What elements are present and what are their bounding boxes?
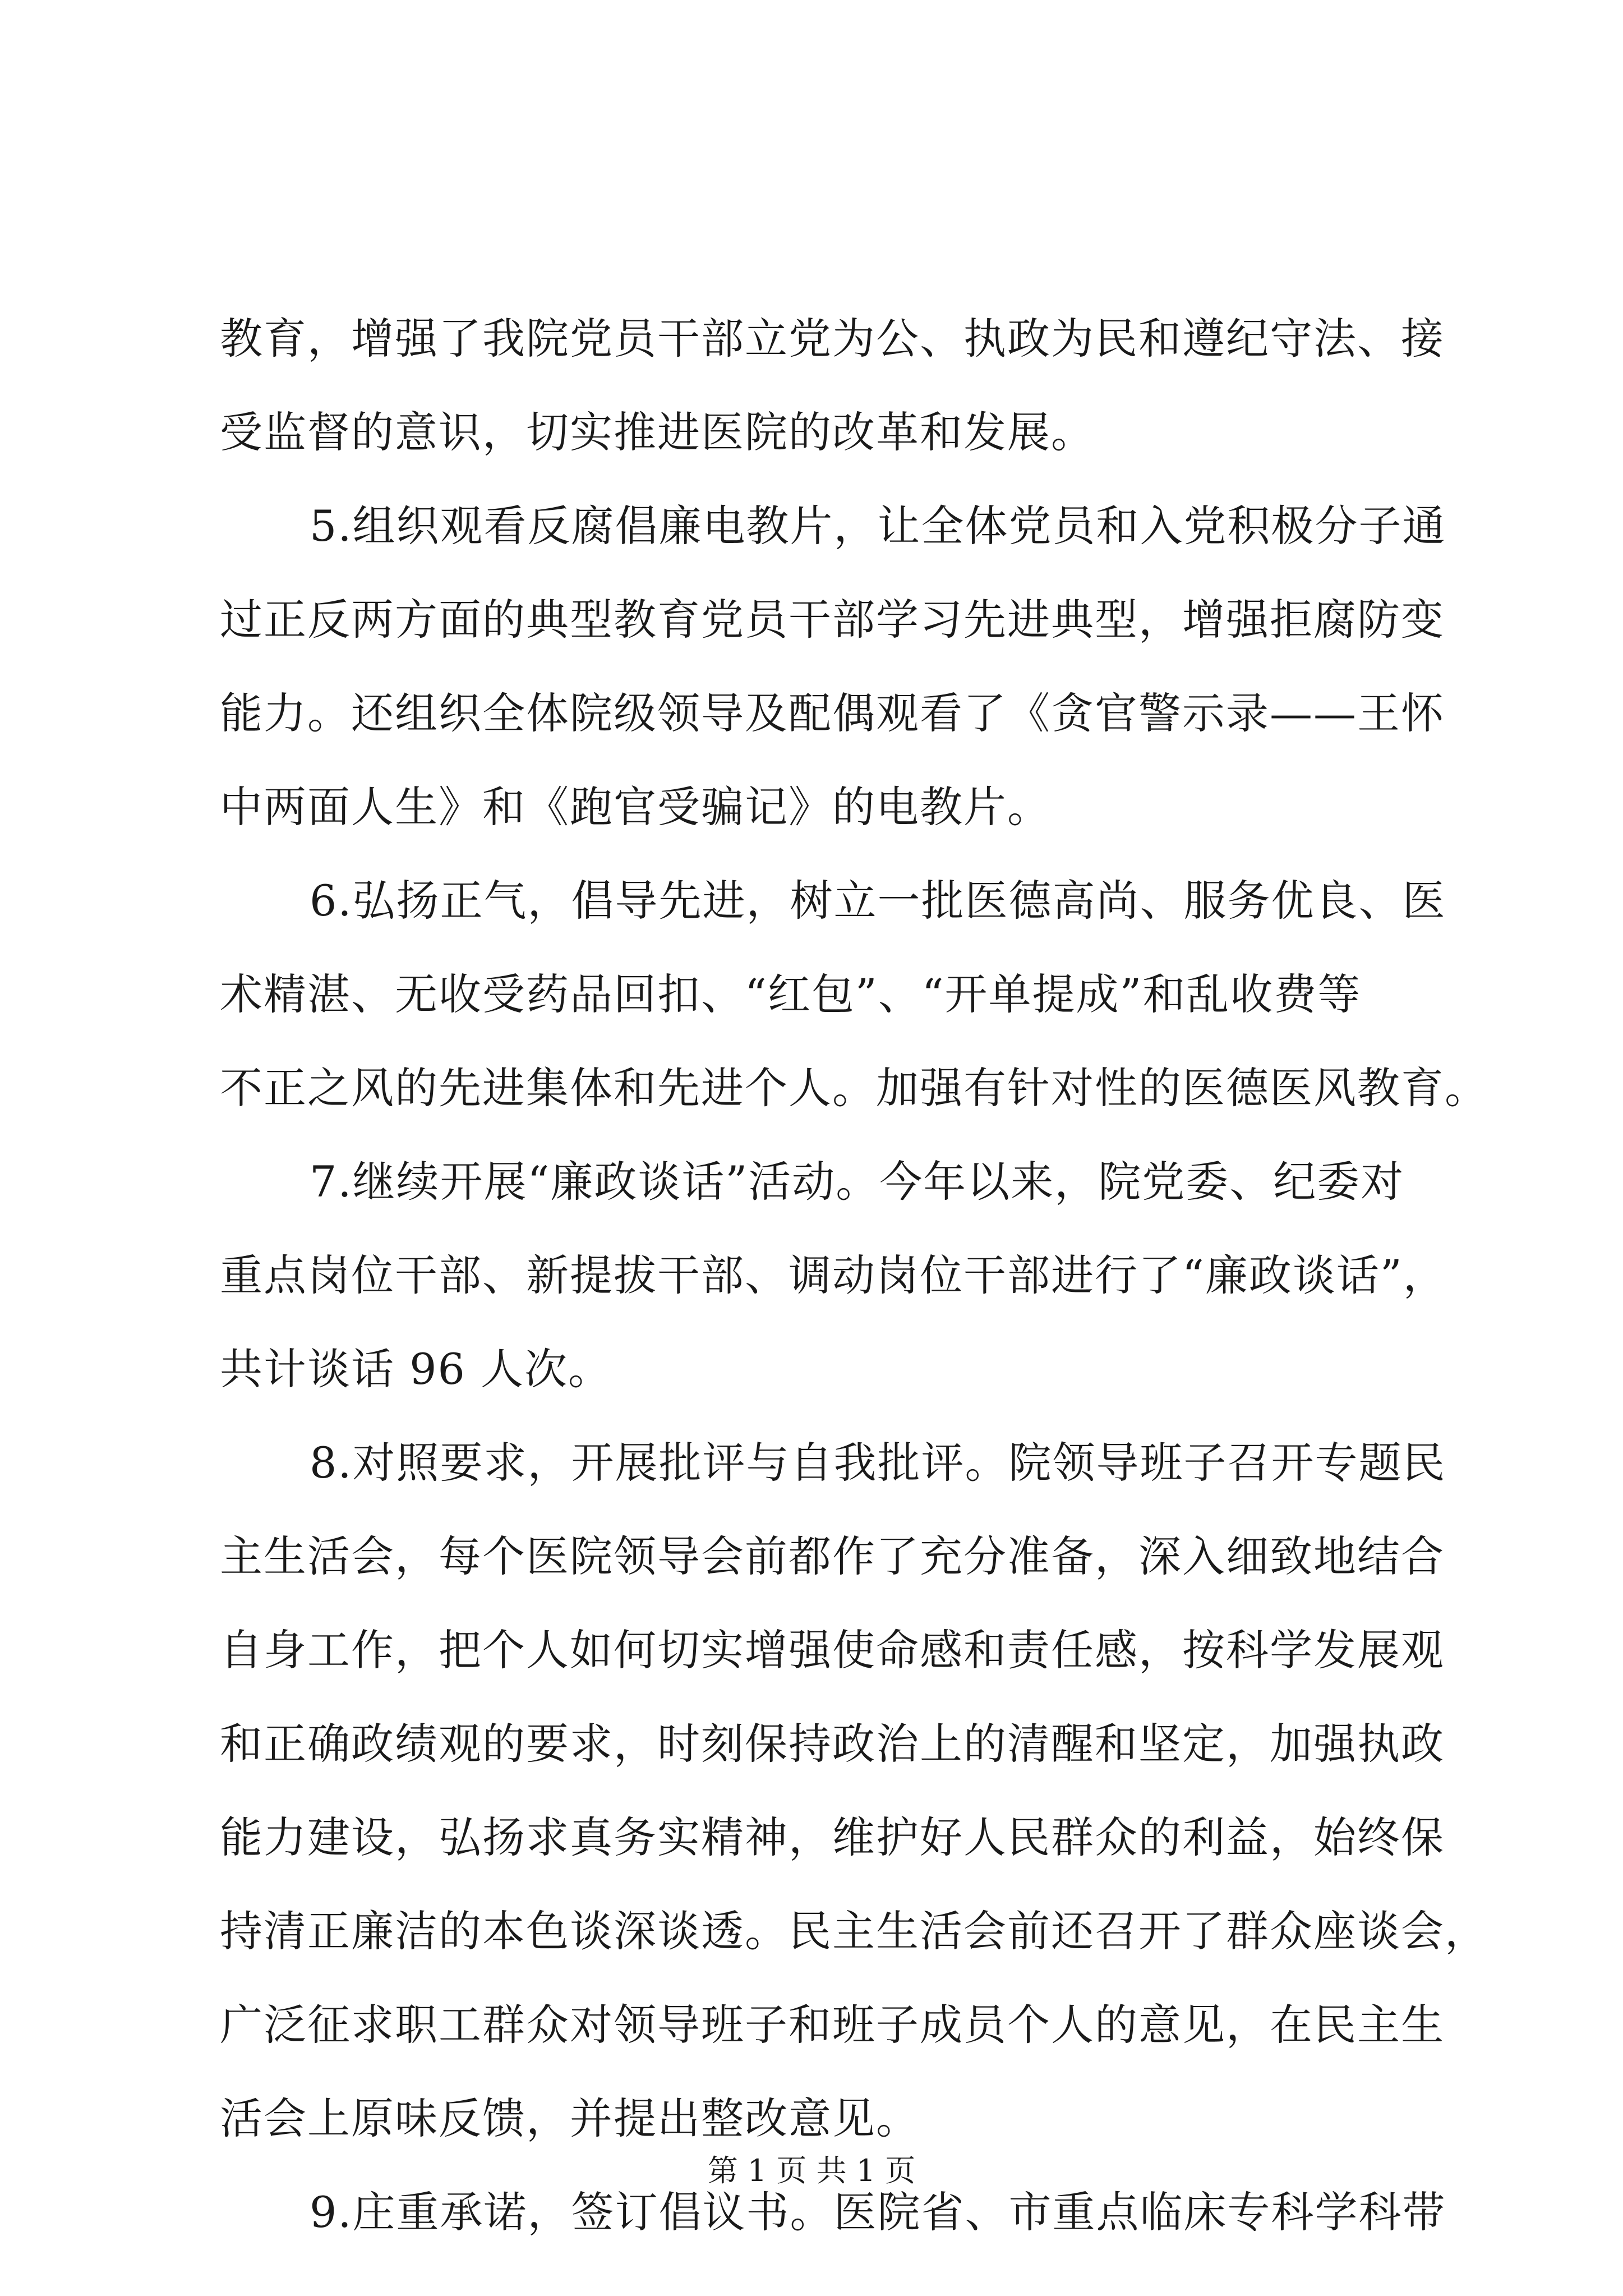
paragraph-start-line: 9.庄重承诺，签订倡议书。医院省、市重点临床专科学科带 bbox=[310, 2187, 1446, 2237]
text-line: 自身工作，把个人如何切实增强使命感和责任感，按科学发展观 bbox=[220, 1625, 1445, 1675]
text-line: 能力建设，弘扬求真务实精神，维护好人民群众的利益，始终保 bbox=[220, 1812, 1445, 1862]
text-line: 持清正廉洁的本色谈深谈透。民主生活会前还召开了群众座谈会， bbox=[220, 1906, 1488, 1956]
text-line: 中两面人生》和《跑官受骗记》的电教片。 bbox=[220, 782, 1051, 832]
paragraph-start-line: 6.弘扬正气，倡导先进，树立一批医德高尚、服务优良、医 bbox=[310, 876, 1446, 926]
text-line: 和正确政绩观的要求，时刻保持政治上的清醒和坚定，加强执政 bbox=[220, 1719, 1445, 1769]
text-line: 教育，增强了我院党员干部立党为公、执政为民和遵纪守法、接 bbox=[220, 314, 1445, 364]
text-line: 不正之风的先进集体和先进个人。加强有针对性的医德医风教育。 bbox=[220, 1063, 1488, 1113]
page-number-label: 第 1 页 共 1 页 bbox=[707, 2153, 916, 2188]
paragraph-start-line: 8.对照要求，开展批评与自我批评。院领导班子召开专题民 bbox=[310, 1438, 1446, 1488]
document-body bbox=[220, 292, 1488, 2259]
paragraph-start-line: 5.组织观看反腐倡廉电教片，让全体党员和入党积极分子通 bbox=[310, 501, 1446, 551]
text-line: 广泛征求职工群众对领导班子和班子成员个人的意见，在民主生 bbox=[220, 2000, 1445, 2050]
text-line: 受监督的意识，切实推进医院的改革和发展。 bbox=[220, 407, 1095, 457]
text-line: 能力。还组织全体院级领导及配偶观看了《贪官警示录——王怀 bbox=[220, 688, 1445, 738]
text-line: 共计谈话 96 人次。 bbox=[220, 1344, 612, 1394]
text-line: 主生活会，每个医院领导会前都作了充分准备，深入细致地结合 bbox=[220, 1531, 1445, 1581]
text-line: 过正反两方面的典型教育党员干部学习先进典型，增强拒腐防变 bbox=[220, 595, 1445, 645]
text-line: 术精湛、无收受药品回扣、“红包”、“开单提成”和乱收费等 bbox=[220, 969, 1362, 1019]
paragraph-start-line: 7.继续开展“廉政谈话”活动。今年以来，院党委、纪委对 bbox=[310, 1157, 1405, 1207]
text-line: 重点岗位干部、新提拔干部、调动岗位干部进行了“廉政谈话”， bbox=[220, 1250, 1447, 1300]
page-footer bbox=[0, 2151, 1623, 2191]
text-line: 活会上原味反馈，并提出整改意见。 bbox=[220, 2093, 920, 2143]
